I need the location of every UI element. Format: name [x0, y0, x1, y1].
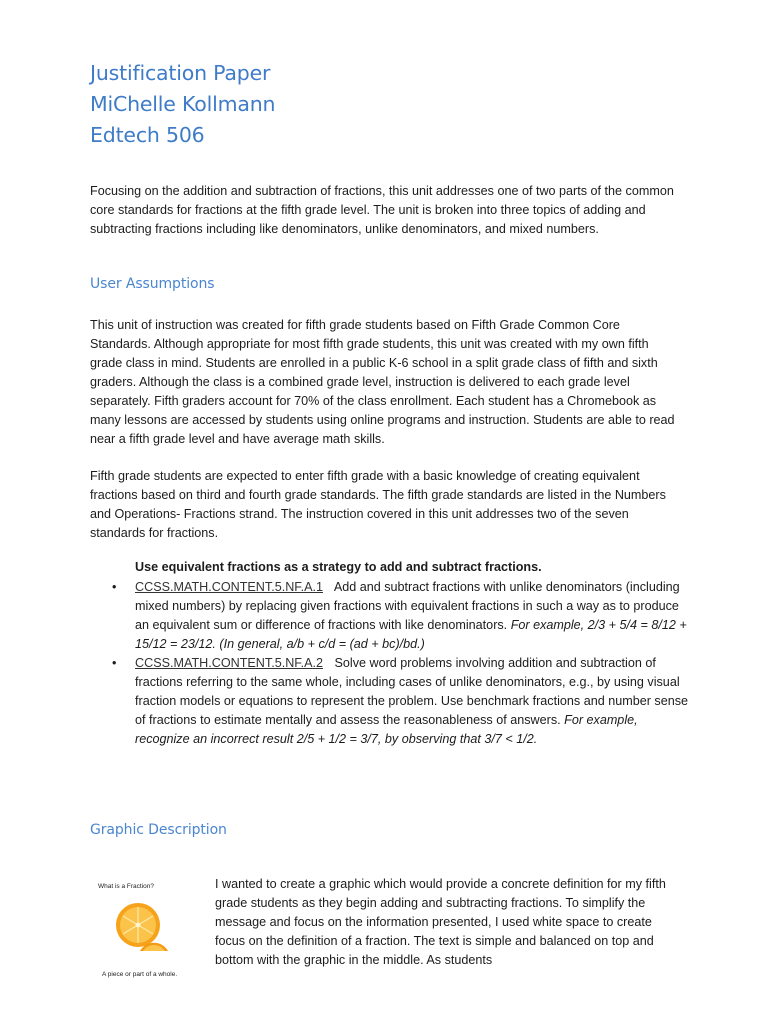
- standard-text: Add and subtract fractions with unlike denominators (including mixed numbers) by replacing given fractions with equivalent fractions in such a way as to produce an equivalent sum or difference of fractions with like denominators.: [135, 580, 680, 632]
- course-name: Edtech 506: [90, 123, 205, 147]
- graphic-caption-top: What is a Fraction?: [98, 883, 154, 890]
- standard-text: Solve word problems involving addition and subtraction of fractions referring to the same whole, including cases of unlike denominators, e.g., by using visual fraction models or equations to represent the problem. Use benchmark fractions and number sense of fractions to estimate mentally and assess the reasonableness of answers.: [135, 656, 689, 727]
- graphic-description-paragraph: I wanted to create a graphic which would provide a concrete definition for my fifth grade students as they begin adding and subtracting fractions. To simplify the message and focus on the information presented, I used white space to create focus on the definition of a fraction. The text is simple and balanced on top and bottom with the graphic in the middle. As students: [215, 877, 666, 967]
- standards-list: [90, 578, 690, 749]
- author-name: MiChelle Kollmann: [90, 92, 276, 116]
- standards-intro: Use equivalent fractions as a strategy to add and subtract fractions.: [135, 560, 542, 574]
- user-assumptions-paragraph-1: This unit of instruction was created for fifth grade students based on Fifth Grade Common Core Standards. Although appropriate for most fifth grade students, this unit was created with my own fifth grade class in mind. Students are enrolled in a public K-6 school in a split grade class of fifth and sixth graders. Although the class is a combined grade level, instruction is delivered to each grade level separately. Fifth graders account for 70% of the class enrollment. Each student has a Chromebook as many lessons are accessed by students using online programs and instruction. Students are able to read near a fifth grade level and have average math skills.: [90, 318, 675, 446]
- standard-code: CCSS.MATH.CONTENT.5.NF.A.1: [135, 580, 323, 594]
- graphic-description-heading: Graphic Description: [90, 822, 227, 838]
- fraction-graphic: [90, 875, 190, 985]
- standard-item: [90, 578, 690, 654]
- bullet: •: [112, 580, 117, 594]
- bullet: •: [112, 656, 117, 670]
- standard-code: CCSS.MATH.CONTENT.5.NF.A.2: [135, 656, 323, 670]
- document-title: Justification Paper: [90, 61, 271, 85]
- standard-example: For example, recognize an incorrect result 2/5 + 1/2 = 3/7, by observing that 3/7 < 1/2.: [135, 713, 638, 746]
- orange-slice-icon: [112, 895, 172, 965]
- graphic-caption-bottom: A piece or part of a whole.: [102, 971, 178, 978]
- intro-paragraph: Focusing on the addition and subtraction of fractions, this unit addresses one of two parts of the common core standards for fractions at the fifth grade level. The unit is broken into three topics of adding and subtracting fractions including like denominators, unlike denominators, and mixed numbers.: [90, 184, 674, 236]
- user-assumptions-paragraph-2: Fifth grade students are expected to enter fifth grade with a basic knowledge of creating equivalent fractions based on third and fourth grade standards. The fifth grade standards are listed in the Numbers and Operations- Fractions strand. The instruction covered in this unit addresses two of the seven standards for fractions.: [90, 469, 666, 540]
- title-block: [90, 58, 275, 151]
- user-assumptions-heading: User Assumptions: [90, 276, 215, 292]
- standard-example: For example, 2/3 + 5/4 = 8/12 + 15/12 = 23/12. (In general, a/b + c/d = (ad + bc)/bd.): [135, 618, 687, 651]
- standard-item: [90, 654, 690, 749]
